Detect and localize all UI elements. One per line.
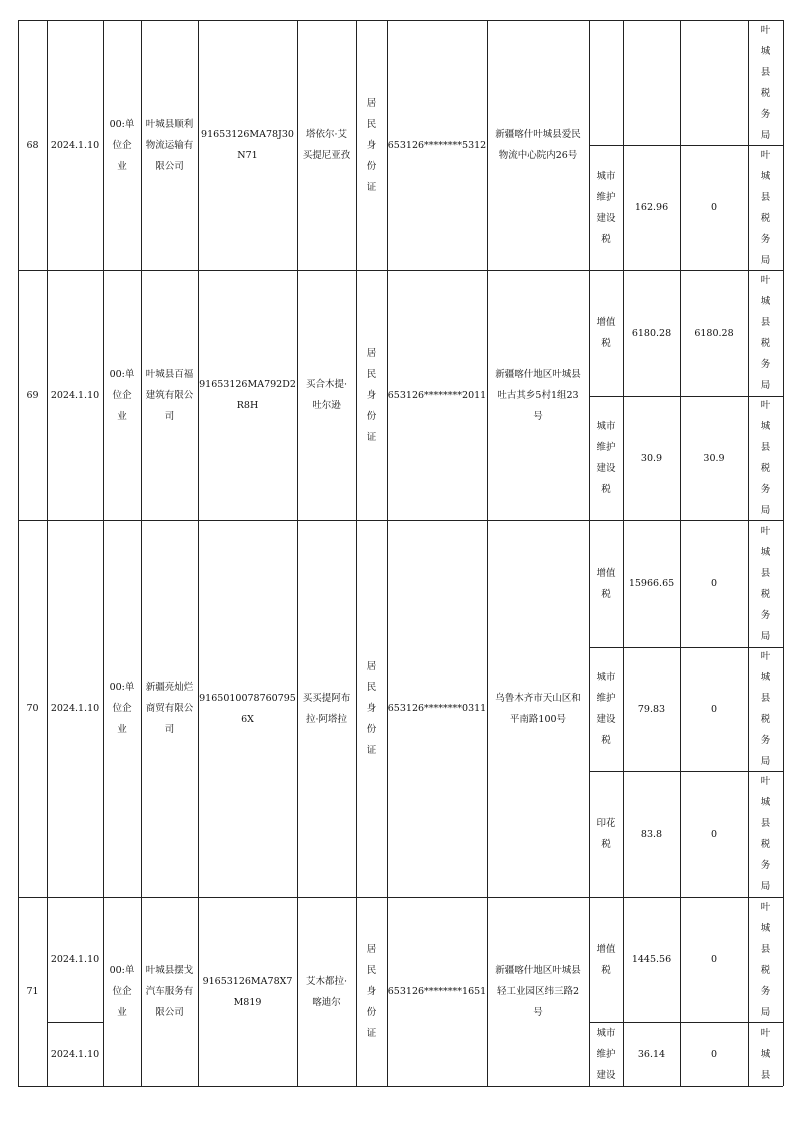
company-name: 叶城县百福建筑有限公司 — [145, 368, 194, 422]
tax-type-cell — [589, 145, 623, 270]
tax-type: 增值税 — [596, 943, 616, 976]
tax-amount: 162.96 — [634, 202, 669, 213]
tax-bureau: 叶城县税务局 — [760, 651, 771, 767]
unpaid-amount: 0 — [710, 954, 718, 965]
row-number-cell — [18, 897, 47, 1086]
unit-type-cell — [103, 520, 141, 897]
credit-code: 91653126MA792D2R8H — [199, 379, 296, 411]
tax-bureau-cell — [748, 1022, 783, 1086]
tax-type-cell — [589, 520, 623, 647]
unpaid-amount-cell — [680, 270, 748, 396]
tax-amount: 36.14 — [637, 1048, 666, 1060]
tax-bureau-cell — [748, 771, 783, 897]
tax-amount-cell — [623, 771, 680, 897]
tax-bureau: 叶城县税务局 — [760, 24, 771, 141]
tax-amount: 30.9 — [640, 452, 663, 464]
address: 乌鲁木齐市天山区和平南路100号 — [495, 692, 581, 725]
tax-bureau-cell — [748, 145, 783, 270]
date: 2024.1.10 — [50, 1048, 100, 1060]
tax-type-cell — [589, 396, 623, 520]
tax-bureau: 叶城县 — [760, 1027, 771, 1081]
tax-amount-cell — [623, 396, 680, 520]
tax-amount: 83.8 — [640, 828, 663, 840]
credit-code-cell — [198, 897, 297, 1086]
legal-representative: 艾木都拉·喀迪尔 — [305, 975, 348, 1008]
tax-amount-cell — [623, 1022, 680, 1086]
unpaid-amount: 0 — [710, 703, 718, 715]
id-number-cell — [387, 520, 487, 897]
legal-representative: 买买提阿布拉·阿塔拉 — [302, 692, 351, 725]
tax-bureau: 叶城县税务局 — [760, 149, 771, 266]
id-type-cell — [356, 20, 387, 270]
tax-type-cell — [589, 897, 623, 1022]
address-cell — [487, 20, 589, 270]
row-number: 70 — [26, 703, 39, 714]
legal-representative-cell — [297, 20, 356, 270]
unpaid-amount: 0 — [710, 828, 718, 840]
company-name-cell — [141, 270, 198, 520]
date-cell — [47, 520, 103, 897]
unit-type: 00:单位企业 — [109, 368, 135, 422]
id-number-cell — [387, 270, 487, 520]
date: 2024.1.10 — [50, 139, 100, 151]
address-cell — [487, 520, 589, 897]
date-cell — [47, 20, 103, 270]
company-name-cell — [141, 20, 198, 270]
tax-bureau: 叶城县税务局 — [760, 901, 771, 1018]
row-number-cell — [18, 20, 47, 270]
tax-bureau: 叶城县税务局 — [760, 525, 771, 642]
id-number-cell — [387, 20, 487, 270]
credit-code-cell — [198, 270, 297, 520]
unpaid-amount-cell — [680, 1022, 748, 1086]
date: 2024.1.10 — [50, 703, 100, 714]
unpaid-amount: 0 — [710, 578, 718, 589]
id-number: 653126********2011 — [387, 389, 487, 401]
credit-code: 91653126MA78J30N71 — [201, 129, 294, 161]
unpaid-amount: 0 — [710, 1048, 718, 1060]
id-type-cell — [356, 897, 387, 1086]
address: 新疆喀什地区叶城县吐古其乡5村1组23号 — [495, 368, 581, 422]
date-cell — [47, 1022, 103, 1086]
tax-bureau-cell — [748, 20, 783, 145]
row-number: 71 — [26, 986, 39, 997]
id-number: 653126********0311 — [387, 703, 487, 714]
company-name: 新疆亮灿烂商贸有限公司 — [145, 682, 194, 735]
tax-amount-cell — [623, 20, 680, 145]
row-number-cell — [18, 270, 47, 520]
tax-type: 印花税 — [596, 818, 616, 850]
id-type: 居民身份证 — [366, 944, 377, 1039]
tax-bureau-cell — [748, 647, 783, 771]
tax-bureau-cell — [748, 270, 783, 396]
id-number-cell — [387, 897, 487, 1086]
unpaid-amount-cell — [680, 897, 748, 1022]
tax-type-cell — [589, 771, 623, 897]
tax-amount: 1445.56 — [631, 954, 672, 965]
company-name: 叶城县顺利物流运输有限公司 — [145, 118, 194, 172]
address-cell — [487, 897, 589, 1086]
tax-type: 城市维护建设 — [596, 1027, 616, 1081]
tax-amount-cell — [623, 145, 680, 270]
tax-amount-cell — [623, 270, 680, 396]
credit-code-cell — [198, 20, 297, 270]
tax-amount: 6180.28 — [631, 327, 672, 339]
unpaid-amount-cell — [680, 20, 748, 145]
company-name-cell — [141, 520, 198, 897]
tax-type: 增值税 — [596, 567, 616, 600]
row-number: 68 — [26, 139, 39, 151]
id-number: 653126********5312 — [387, 139, 487, 151]
id-type-cell — [356, 270, 387, 520]
date: 2024.1.10 — [50, 389, 100, 401]
credit-code-cell — [198, 520, 297, 897]
row-number-cell — [18, 520, 47, 897]
tax-amount-cell — [623, 647, 680, 771]
tax-type-cell — [589, 270, 623, 396]
tax-type: 增值税 — [596, 317, 616, 349]
unit-type-cell — [103, 20, 141, 270]
address-cell — [487, 270, 589, 520]
tax-amount: 79.83 — [637, 703, 666, 715]
date: 2024.1.10 — [50, 954, 100, 965]
id-number: 653126********1651 — [387, 986, 487, 997]
legal-representative: 买合木提·吐尔逊 — [305, 379, 348, 411]
tax-bureau: 叶城县税务局 — [760, 776, 771, 892]
unit-type-cell — [103, 270, 141, 520]
unpaid-amount-cell — [680, 145, 748, 270]
unpaid-amount: 6180.28 — [694, 327, 734, 339]
row-rule — [18, 1086, 783, 1087]
column-rule — [783, 20, 784, 1086]
unit-type: 00:单位企业 — [109, 965, 135, 1018]
tax-type-cell — [589, 1022, 623, 1086]
tax-amount: 15966.65 — [628, 578, 675, 589]
id-type-cell — [356, 520, 387, 897]
tax-amount-cell — [623, 897, 680, 1022]
company-name: 叶城县摆戈汽车服务有限公司 — [145, 965, 194, 1018]
unit-type: 00:单位企业 — [109, 118, 135, 172]
tax-type: 城市维护建设税 — [596, 421, 616, 495]
unpaid-amount: 30.9 — [703, 452, 725, 464]
tax-bureau: 叶城县税务局 — [760, 400, 771, 516]
unpaid-amount-cell — [680, 771, 748, 897]
legal-representative-cell — [297, 520, 356, 897]
tax-type: 城市维护建设税 — [596, 672, 616, 746]
tax-bureau: 叶城县税务局 — [760, 275, 771, 391]
legal-representative-cell — [297, 270, 356, 520]
tax-type-cell — [589, 647, 623, 771]
unpaid-amount-cell — [680, 396, 748, 520]
tax-type-cell — [589, 20, 623, 145]
unit-type-cell — [103, 897, 141, 1086]
id-type: 居民身份证 — [366, 347, 377, 443]
date-cell — [47, 897, 103, 1022]
unit-type: 00:单位企业 — [109, 682, 135, 735]
address: 新疆喀什地区叶城县轻工业园区纬三路2号 — [495, 965, 581, 1018]
id-type: 居民身份证 — [366, 97, 377, 193]
unpaid-amount: 0 — [710, 202, 718, 213]
tax-bureau-cell — [748, 396, 783, 520]
credit-code: 91650100787607956X — [199, 692, 296, 725]
tax-bureau-cell — [748, 897, 783, 1022]
unpaid-amount-cell — [680, 647, 748, 771]
row-number: 69 — [26, 389, 39, 401]
tax-bureau-cell — [748, 520, 783, 647]
tax-amount-cell — [623, 520, 680, 647]
company-name-cell — [141, 897, 198, 1086]
legal-representative-cell — [297, 897, 356, 1086]
unpaid-amount-cell — [680, 520, 748, 647]
address: 新疆喀什叶城县爱民物流中心院内26号 — [495, 129, 581, 161]
date-cell — [47, 270, 103, 520]
credit-code: 91653126MA78X7M819 — [202, 975, 293, 1008]
id-type: 居民身份证 — [366, 661, 377, 756]
tax-type: 城市维护建设税 — [596, 170, 616, 245]
legal-representative: 塔依尔·艾买提尼亚孜 — [302, 129, 351, 161]
